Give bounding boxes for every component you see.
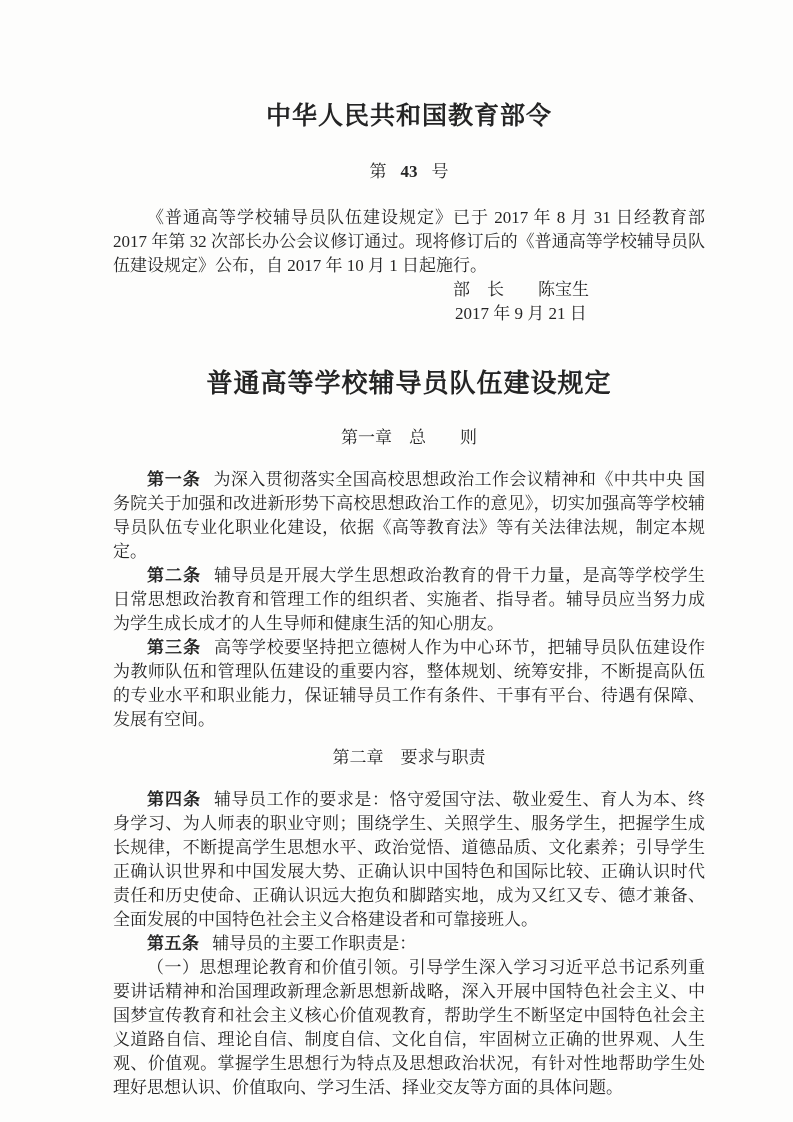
- signature-date: 2017 年 9 月 21 日: [455, 304, 587, 323]
- signature-line: [113, 278, 705, 302]
- regulation-title: 普通高等学校辅导员队伍建设规定: [206, 369, 612, 398]
- article-2: [113, 564, 705, 636]
- order-number-suffix: 号: [431, 162, 449, 181]
- article-1-text: 为深入贯彻落实全国高校思想政治工作会议精神和《中共中央 国务院关于加强和改进新形势下高校思想政治工作的意见》，切实加强高等学校辅导员队伍专业化职业化建设，依据《高等教育法》等有关法律法规，制定本规定。: [113, 470, 706, 561]
- article-5-text: 辅导员的主要工作职责是：: [212, 934, 417, 953]
- article-4-text: 辅导员工作的要求是：恪守爱国守法、敬业爱生、育人为本、终身学习、为人师表的职业守则；围绕学生、关照学生、服务学生，把握学生成长规律，不断提高学生思想水平、政治觉悟、道德品质、文化素养；引导学生正确认识世界和中国发展大势、正确认识中国特色和国际比较、正确认识时代责任和历史使命、正确认识远大抱负和脚踏实地，成为又红又专、德才兼备、全面发展的中国特色社会主义合格建设者和可靠接班人。: [113, 790, 706, 929]
- article-5-item-1: （一）思想理论教育和价值引领。引导学生深入学习习近平总书记系列重要讲话精神和治国理政新理念新思想新战略，深入开展中国特色社会主义、中国梦宣传教育和社会主义核心价值观教育，帮助学生不断坚定中国特色社会主义道路自信、理论自信、制度自信、文化自信，牢固树立正确的世界观、人生观、价值观。掌握学生思想行为特点及思想政治状况，有针对性地帮助学生处理好思想认识、价值取向、学习生活、择业交友等方面的具体问题。: [113, 958, 705, 1097]
- order-number-value: 43: [400, 162, 418, 181]
- order-number-prefix: 第: [369, 162, 387, 181]
- article-2-label: 第二条: [147, 566, 202, 585]
- article-3-label: 第三条: [147, 638, 202, 657]
- chapter-2-heading: 第二章 要求与职责: [332, 748, 486, 767]
- article-4-label: 第四条: [147, 790, 202, 809]
- article-5-label: 第五条: [147, 934, 200, 953]
- signer-role: 部 长: [453, 280, 504, 299]
- article-1: [113, 468, 705, 564]
- article-1-label: 第一条: [147, 470, 201, 489]
- article-2-text: 辅导员是开展大学生思想政治教育的骨干力量，是高等学校学生日常思想政治教育和管理工作的组织者、实施者、指导者。辅导员应当努力成为学生成长成才的人生导师和健康生活的知心朋友。: [113, 566, 706, 633]
- chapter-1-heading: 第一章 总 则: [341, 428, 477, 447]
- article-5: [113, 932, 705, 956]
- signature-block: [113, 278, 705, 326]
- preamble-paragraph: 《普通高等学校辅导员队伍建设规定》已于 2017 年 8 月 31 日经教育部 2017 年第 32 次部长办公会议修订通过。现将修订后的《普通高等学校辅导员队伍建设规定》公布，自 2017 年 10 月 1 日起施行。: [113, 208, 705, 275]
- order-number: [113, 160, 705, 184]
- article-3-text: 高等学校要坚持把立德树人作为中心环节，把辅导员队伍建设作为教师队伍和管理队伍建设的重要内容，整体规划、统筹安排，不断提高队伍的专业水平和职业能力，保证辅导员工作有条件、干事有平台、待遇有保障、发展有空间。: [113, 638, 706, 729]
- signer-name: 陈宝生: [538, 280, 589, 299]
- article-4: [113, 788, 705, 932]
- article-3: [113, 636, 705, 732]
- order-title: 中华人民共和国教育部令: [265, 103, 552, 130]
